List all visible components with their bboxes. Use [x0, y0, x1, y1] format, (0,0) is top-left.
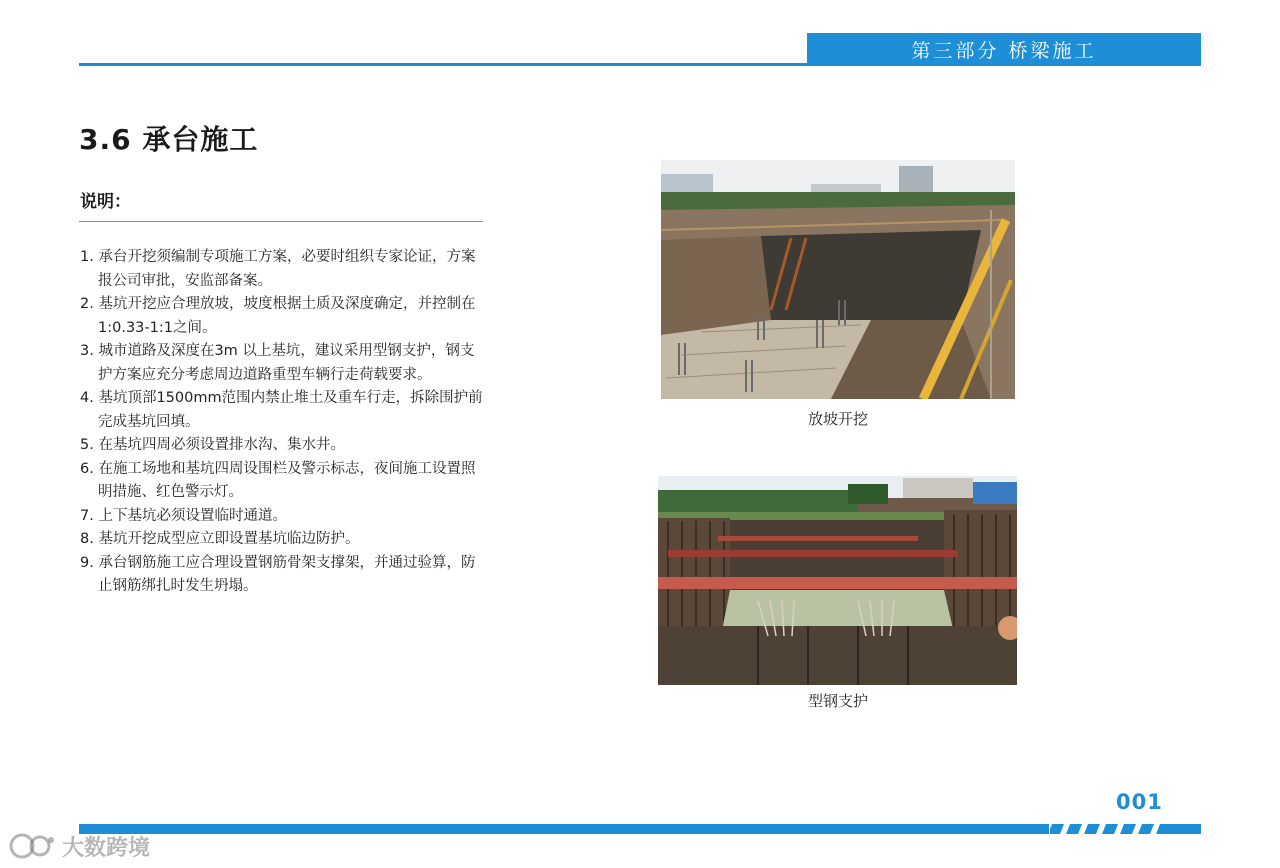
header-rule [79, 63, 1201, 66]
steel-sheet-pile-support-photo [658, 476, 1017, 685]
notes-list [80, 246, 486, 599]
photo-caption: 放坡开挖 [807, 410, 868, 428]
footer-bar [79, 824, 1049, 834]
page-title: 3.6 承台施工 [79, 123, 259, 156]
watermark-text: 大数跨境 [62, 835, 151, 861]
note-item: 6. 在施工场地和基坑四周设围栏及警示标志，夜间施工设置照明措施、红色警示灯。 [80, 460, 476, 500]
footer-stripes [1050, 824, 1201, 834]
page-number: 001 [1116, 790, 1163, 814]
note-item: 4. 基坑顶部1500mm范围内禁止堆土及重车行走，拆除围护前完成基坑回填。 [80, 390, 483, 430]
note-item: 9. 承台钢筋施工应合理设置钢筋骨架支撑架，并通过验算，防止钢筋绑扎时发生坍塌。 [80, 554, 476, 594]
slope-excavation-photo [661, 160, 1015, 399]
note-item: 7. 上下基坑必须设置临时通道。 [80, 507, 287, 524]
note-item: 8. 基坑开挖成型应立即设置基坑临边防护。 [80, 531, 360, 547]
intro-divider [79, 221, 483, 222]
watermark-logo-icon [8, 830, 56, 862]
section-header-tab [807, 33, 1201, 66]
watermark [8, 830, 150, 862]
note-item: 5. 在基坑四周必须设置排水沟、集水井。 [80, 437, 345, 453]
section-label: 第三部分 桥梁施工 [911, 40, 1097, 62]
note-item: 1. 承台开挖须编制专项施工方案，必要时组织专家论证，方案报公司审批，安监部备案。 [80, 249, 476, 289]
photo-caption: 型钢支护 [807, 692, 868, 710]
note-item: 2. 基坑开挖应合理放坡，坡度根据土质及深度确定，并控制在 1:0.33-1:1之间。 [80, 296, 476, 336]
note-item: 3. 城市道路及深度在3m 以上基坑，建议采用型钢支护，钢支护方案应充分考虑周边道路重型车辆行走荷载要求。 [80, 343, 475, 383]
intro-label: 说明： [80, 192, 131, 212]
